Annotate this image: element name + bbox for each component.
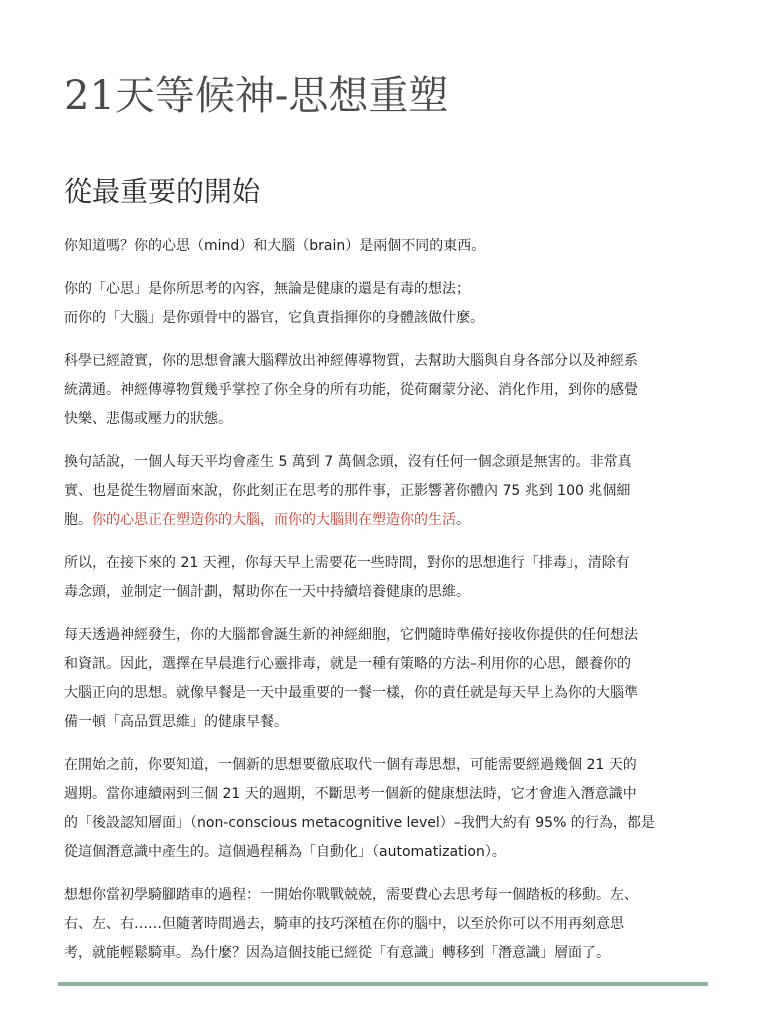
text-line: 考，就能輕鬆騎車。為什麼？因為這個技能已經從「有意識」轉移到「潛意識」層面了。: [64, 945, 610, 961]
text-line: 科學已經證實，你的思想會讓大腦釋放出神經傳導物質，去幫助大腦與自身各部分以及神經系: [64, 353, 638, 369]
text-line: 實、也是從生物層面來說，你此刻正在思考的那件事，正影響著你體內 75 兆到 100 兆個細: [64, 483, 631, 499]
text-line: 右、左、右……但隨著時間過去，騎車的技巧深植在你的腦中，以至於你可以不用再刻意思: [64, 916, 624, 932]
text-line: 快樂、悲傷或壓力的狀態。: [64, 411, 232, 427]
text-line: 你的「心思」是你所思考的內容，無論是健康的還是有毒的想法；: [64, 281, 470, 297]
text-line: 想想你當初學騎腳踏車的過程：一開始你戰戰兢兢，需要費心去思考每一個踏板的移動。左、: [64, 887, 638, 903]
text-segment: 胞。: [64, 512, 92, 528]
text-line: 你知道嗎？你的心思（mind）和大腦（brain）是兩個不同的東西。: [64, 238, 486, 254]
paragraph: [64, 347, 704, 434]
text-line: 週期。當你連續兩到三個 21 天的週期，不斷思考一個新的健康想法時，它才會進入潛意識中: [64, 786, 637, 802]
text-line: 在開始之前，你要知道，一個新的思想要徹底取代一個有毒思想，可能需要經過幾個 21 天的: [64, 757, 637, 773]
paragraph: [64, 275, 704, 333]
text-line: 從這個潛意識中產生的。這個過程稱為「自動化」（automatization）。: [64, 844, 506, 860]
highlighted-quote: 你的心思正在塑造你的大腦，而你的大腦則在塑造你的生活: [92, 512, 456, 528]
text-line: 每天透過神經發生，你的大腦都會誕生新的神經細胞，它們隨時準備好接收你提供的任何想法: [64, 627, 638, 643]
paragraph: [64, 881, 704, 968]
text-line: 而你的「大腦」是你頭骨中的器官，它負責指揮你的身體該做什麼。: [64, 310, 484, 326]
paragraph: [64, 448, 704, 535]
text-segment: 。: [456, 512, 470, 528]
text-line: 毒念頭，並制定一個計劃，幫助你在一天中持續培養健康的思維。: [64, 584, 470, 600]
text-line: 換句話說，一個人每天平均會產生 5 萬到 7 萬個念頭，沒有任何一個念頭是無害的。非常真: [64, 454, 632, 470]
body-text: [64, 232, 704, 982]
section-title: 從最重要的開始: [64, 175, 261, 208]
paragraph: [64, 751, 704, 867]
text-line: 統溝通。神經傳導物質幾乎掌控了你全身的所有功能，從荷爾蒙分泌、消化作用，到你的感覺: [64, 382, 638, 398]
footer-divider: [58, 982, 708, 986]
text-line: 和資訊。因此，選擇在早晨進行心靈排毒，就是一種有策略的方法–利用你的心思，餵養你的: [64, 656, 631, 672]
text-line: 大腦正向的思想。就像早餐是一天中最重要的一餐一樣，你的責任就是每天早上為你的大腦準: [64, 685, 638, 701]
paragraph: [64, 549, 704, 607]
page-title: 21天等候神-思想重塑: [64, 73, 449, 119]
text-line: 備一頓「高品質思維」的健康早餐。: [64, 714, 288, 730]
paragraph: [64, 232, 704, 261]
text-line: 的「後設認知層面」（non-conscious metacognitive level）–我們大約有 95% 的行為，都是: [64, 815, 655, 831]
paragraph: [64, 621, 704, 737]
text-line: 所以，在接下來的 21 天裡，你每天早上需要花一些時間，對你的思想進行「排毒」，清除有: [64, 555, 630, 571]
text-line-with-highlight: [64, 506, 704, 535]
